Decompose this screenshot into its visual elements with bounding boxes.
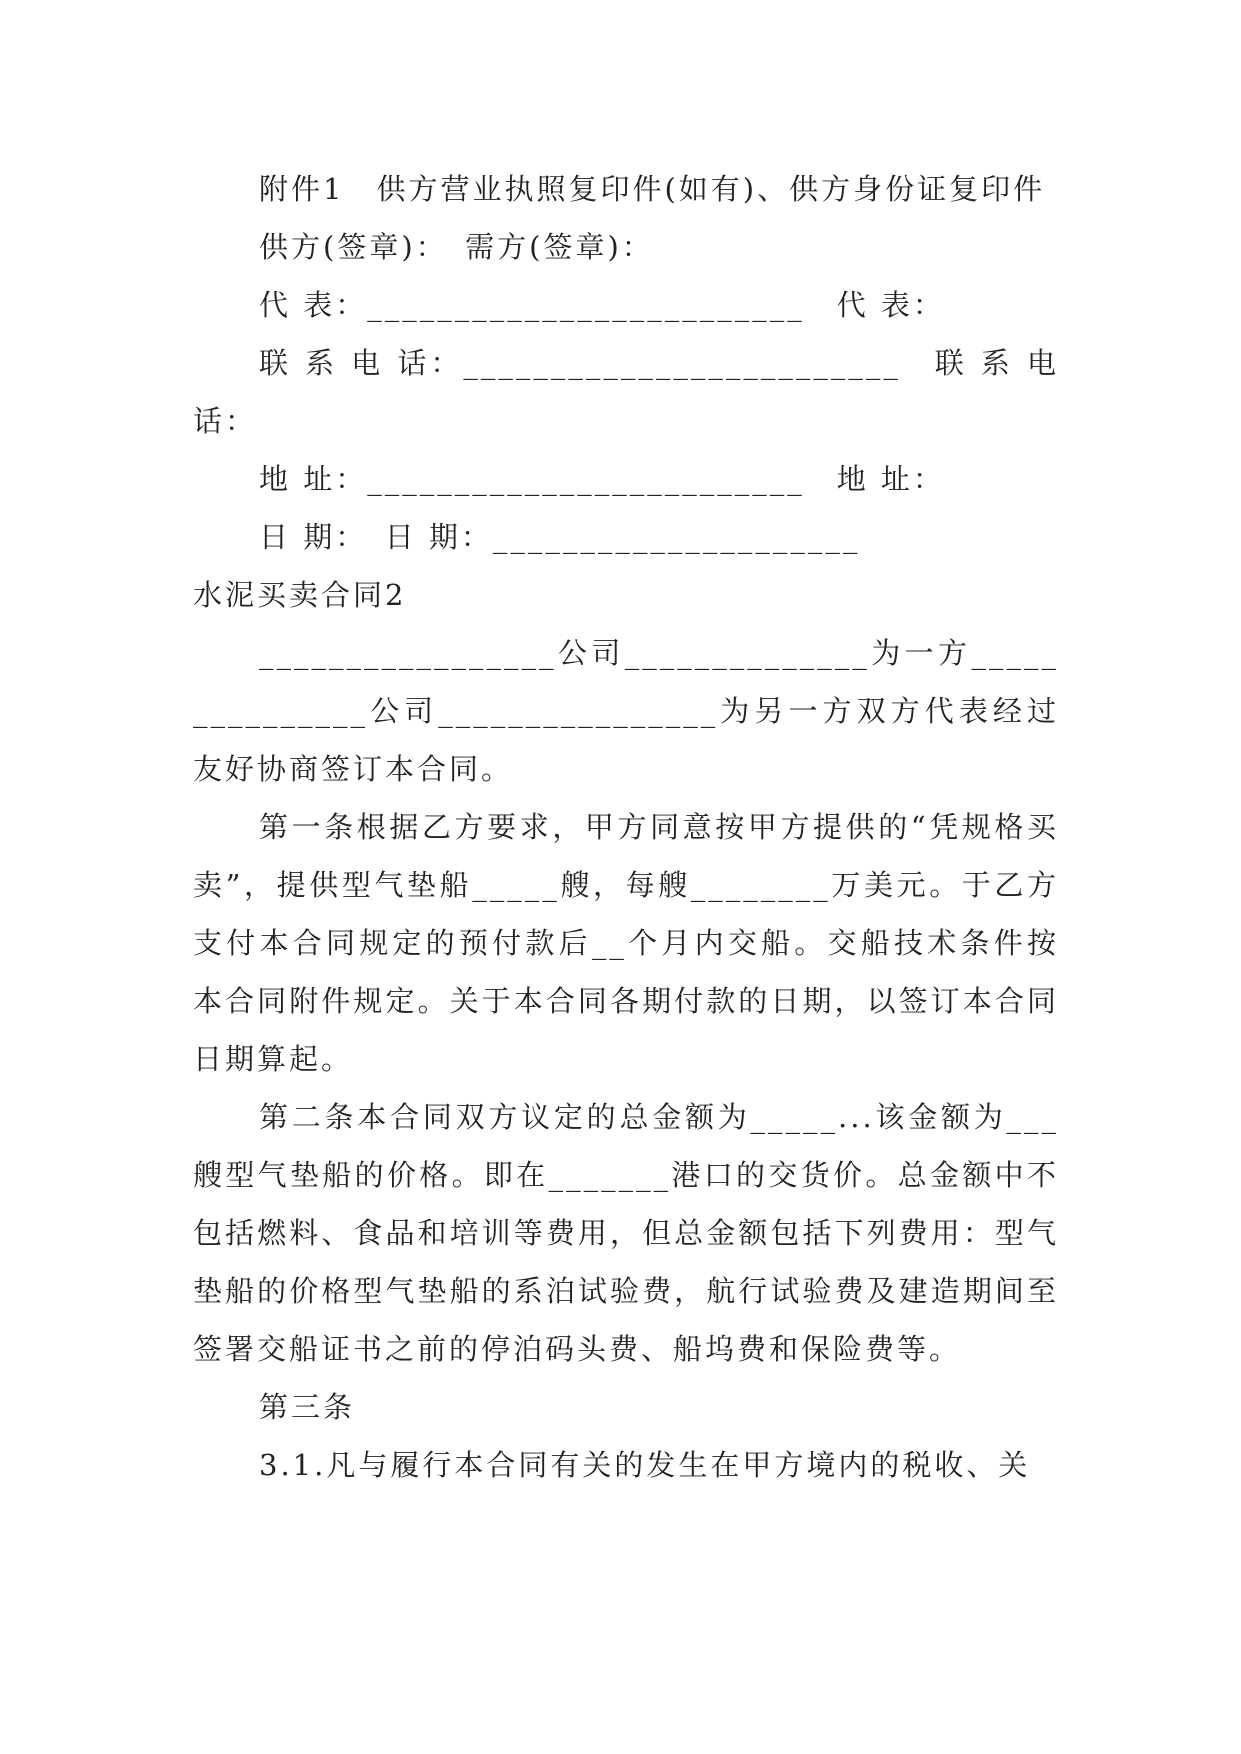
article-1-paragraph: 第一条根据乙方要求，甲方同意按甲方提供的“凭规格买卖”，提供型气垫船_____艘，每艘________万美元。于乙方支付本合同规定的预付款后__个月内交船。交船技术条件按本合同附件规定。关于本合同各期付款的日期，以签订本合同日期算起。: [193, 810, 1059, 1076]
article-3-1-paragraph: 3.1.凡与履行本合同有关的发生在甲方境内的税收、关: [259, 1448, 1031, 1482]
phone-line: 联 系 电 话：_________________________ 联 系 电 话：: [193, 346, 1059, 438]
representative-line: 代 表：_________________________ 代 表：: [259, 288, 945, 322]
attachment-1-paragraph: 附件1 供方营业执照复印件(如有)、供方身份证复印件: [259, 172, 1046, 206]
document-body: [193, 160, 1059, 1494]
date-line: 日 期： 日 期：_____________________: [259, 520, 861, 554]
section-title: 水泥买卖合同2: [193, 578, 407, 612]
parties-intro-paragraph: _________________公司______________为一方_______________公司________________为另一方双方代表经过友好协商签订本合同。: [193, 636, 1059, 786]
article-3-title: 第三条: [259, 1390, 356, 1424]
article-2-paragraph: 第二条本合同双方议定的总金额为_____...该金额为___艘型气垫船的价格。即在_______港口的交货价。总金额中不包括燃料、食品和培训等费用，但总金额包括下列费用：型气垫船的价格型气垫船的系泊试验费，航行试验费及建造期间至签署交船证书之前的停泊码头费、船坞费和保险费等。: [193, 1100, 1059, 1366]
address-line: 地 址：_________________________ 地 址：: [259, 462, 945, 496]
signature-line: 供方(签章)： 需方(签章)：: [259, 230, 654, 264]
